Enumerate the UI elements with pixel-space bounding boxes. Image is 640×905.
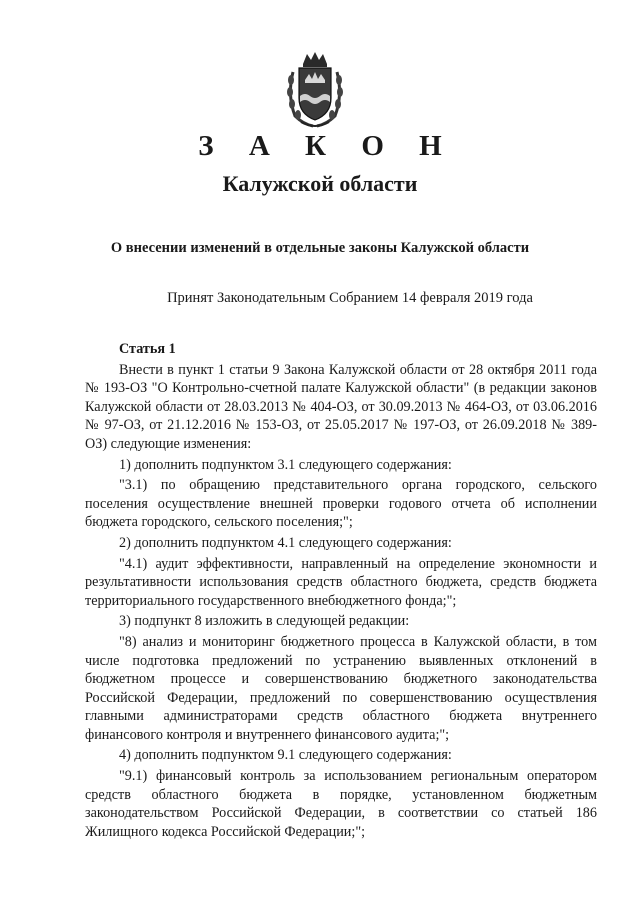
article-paragraph: 2) дополнить подпунктом 4.1 следующего содержания: [119, 534, 452, 551]
law-title: З А К О Н [198, 130, 456, 162]
article-paragraph: Внести в пункт 1 статьи 9 Закона Калужской области от 28 октября 2011 года № 193-ОЗ "О Контрольно-счетной палате Калужской области" (в редакции законов Калужской области от 28.03.2013 № 404-ОЗ, от 30.09.2013 № 464-ОЗ, от 03.06.2016 № 97-ОЗ, от 21.12.2016 № 153-ОЗ, от 25.05.2017 № 197-ОЗ, от 26.09.2018 № 389-ОЗ) следующие изменения: [85, 361, 597, 452]
article-paragraph: "8) анализ и мониторинг бюджетного процесса в Калужской области, в том числе подготовка предложений по устранению выявленных отклонений в бюджетном процессе и совершенствованию бюджетного законодательства Российской Федерации, предложений по совершенствованию осуществления главными администраторами средств областного бюджета внутреннего финансового контроля и внутреннего финансового аудита;"; [85, 633, 597, 743]
article-paragraph: "9.1) финансовый контроль за использованием региональным оператором средств областного бюджета в порядке, установленном бюджетным законодательством Российской Федерации, в соответствии со статьей 186 Жилищного кодекса Российской Федерации;"; [85, 768, 597, 840]
article-paragraph: "3.1) по обращению представительного органа городского, сельского поселения осуществление внешней проверки годового отчета об исполнении бюджета городского, сельского поселения;"; [85, 477, 597, 531]
article-body [85, 340, 597, 843]
article-paragraph: 3) подпункт 8 изложить в следующей редакции: [119, 613, 410, 630]
article-paragraph: 4) дополнить подпунктом 9.1 следующего содержания: [119, 747, 452, 764]
article-paragraph: "4.1) аудит эффективности, направленный на определение экономности и результативности использования средств областного бюджета, средств бюджета территориального государственного внебюджетного фонда;"; [85, 555, 597, 609]
kaluga-coat-of-arms-icon [283, 50, 347, 130]
article-paragraph: 1) дополнить подпунктом 3.1 следующего содержания: [119, 456, 452, 473]
document-heading: О внесении изменений в отдельные законы Калужской области [110, 240, 530, 256]
law-region: Калужской области [222, 171, 418, 196]
adoption-note: Принят Законодательным Собранием 14 февраля 2019 года [167, 290, 533, 306]
article-title: Статья 1 [119, 341, 176, 357]
